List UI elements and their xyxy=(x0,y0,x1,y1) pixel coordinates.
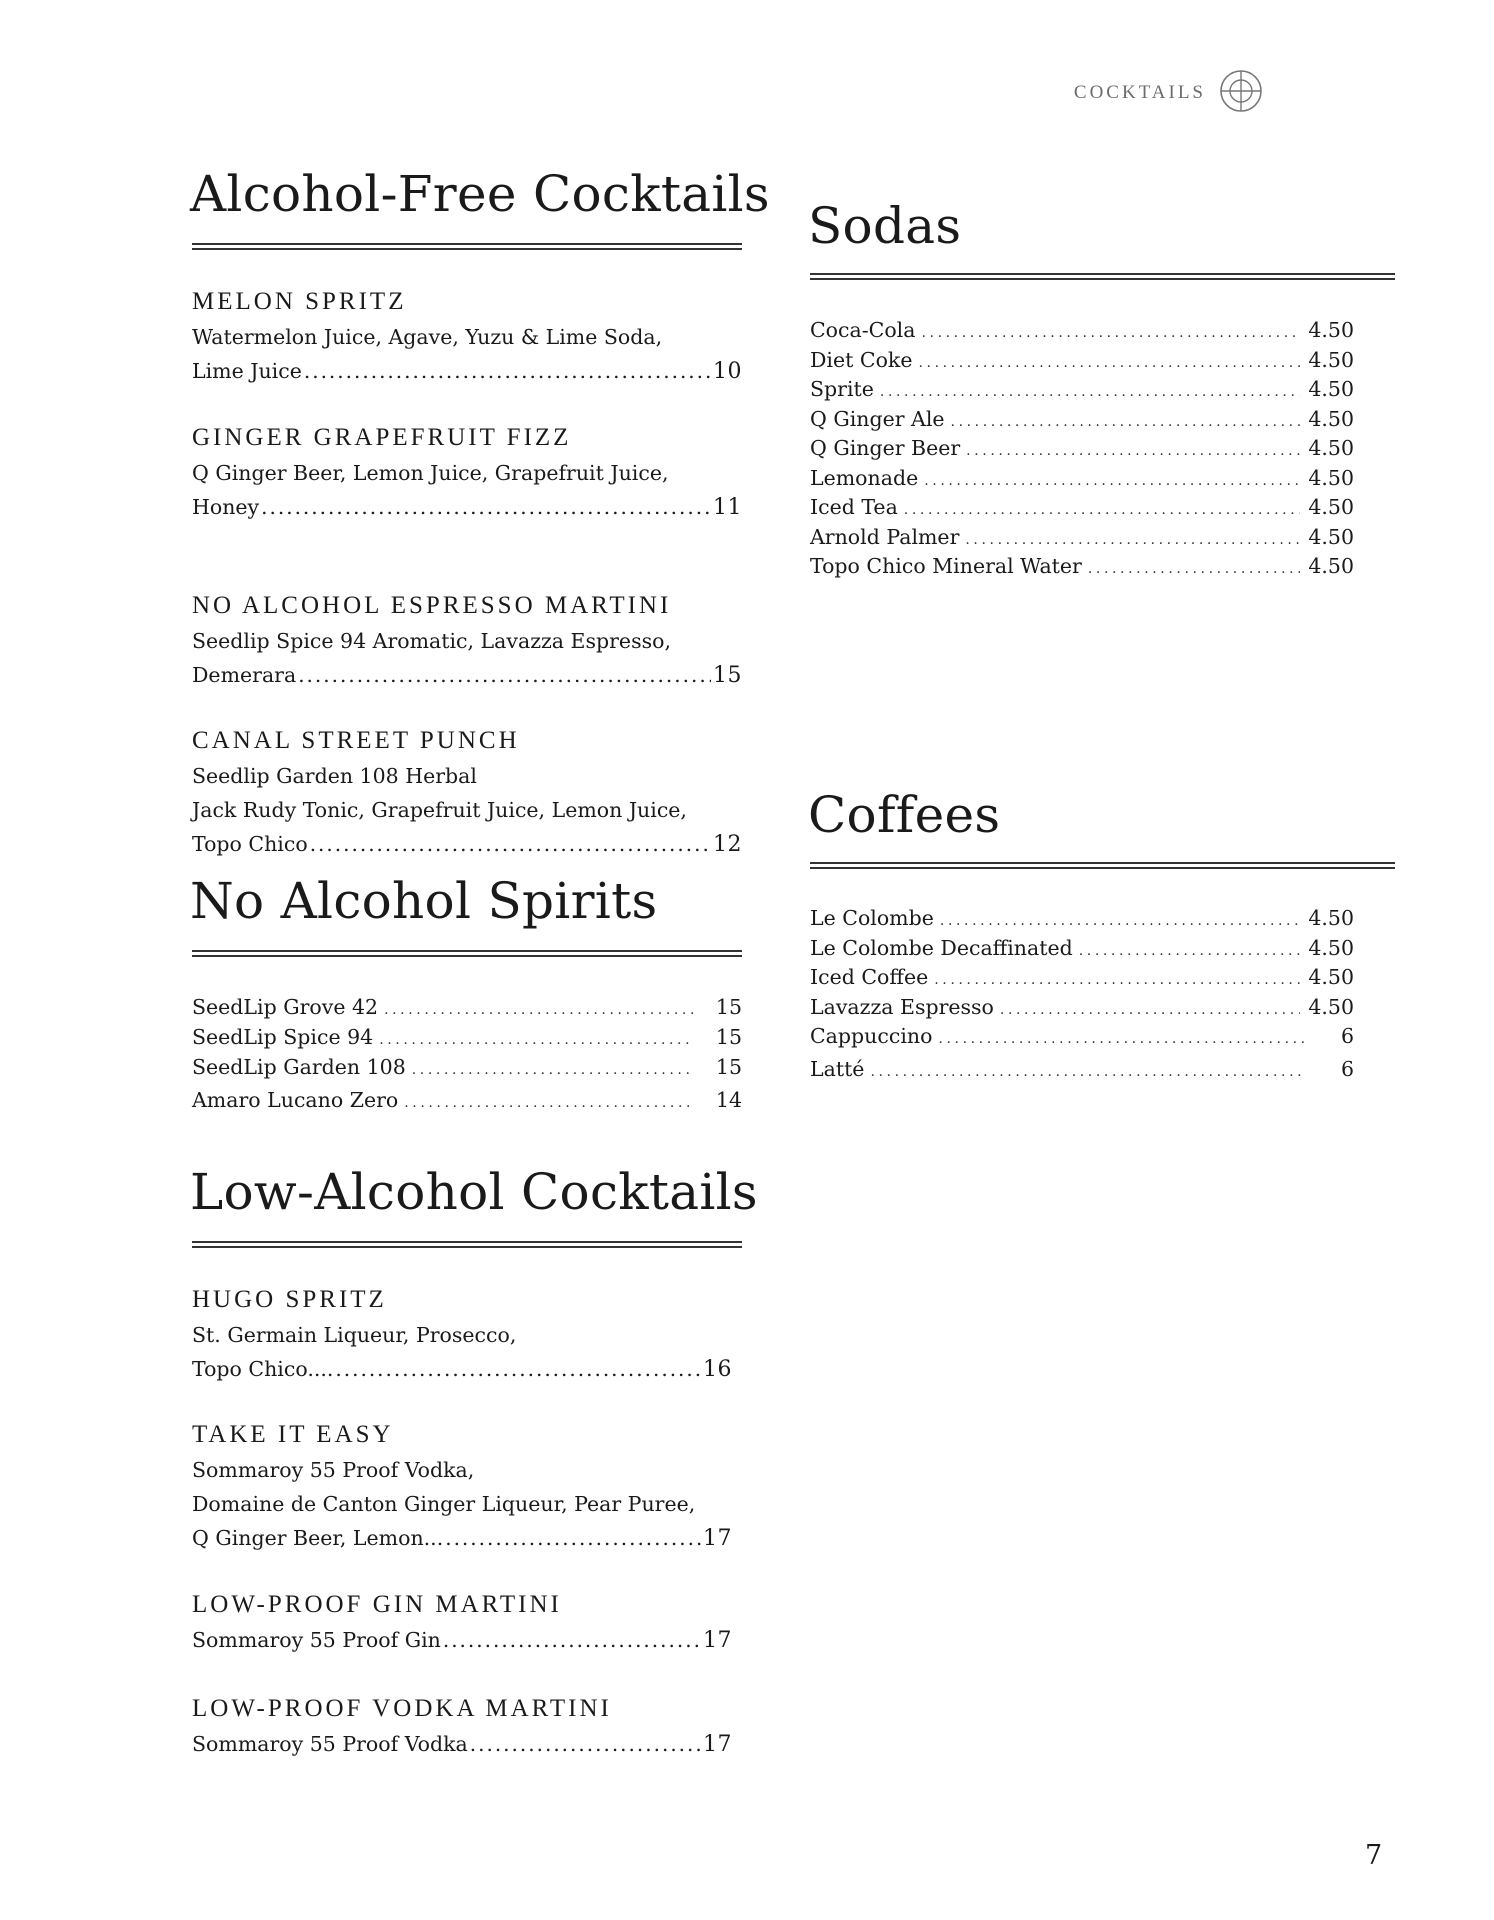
circle-emblem-icon xyxy=(1218,68,1264,114)
dot-leader xyxy=(1079,943,1301,959)
item-price: 4.50 xyxy=(1308,377,1354,401)
item-name: Amaro Lucano Zero xyxy=(192,1088,399,1112)
item-name: Latté xyxy=(810,1057,865,1081)
dot-leader xyxy=(445,1521,701,1555)
item-name: Iced Coffee xyxy=(810,965,929,989)
cocktail-price-line xyxy=(192,1352,732,1387)
cocktail-price: 17 xyxy=(703,1526,732,1551)
cocktail-price-line xyxy=(192,354,742,389)
item-price: 15 xyxy=(715,995,742,1019)
cocktail-ingredients: Seedlip Spice 94 Aromatic, Lavazza Espresso, xyxy=(192,629,671,653)
list-item xyxy=(810,995,1354,1025)
list-item xyxy=(192,1088,742,1118)
cocktail-ingredients: Q Ginger Beer, Lemon Juice, Grapefruit Juice, xyxy=(192,461,669,485)
item-price: 4.50 xyxy=(1308,465,1354,490)
cocktail-name: LOW-PROOF VODKA MARTINI xyxy=(192,1695,612,1722)
no-alcohol-spirits-title: No Alcohol Spirits xyxy=(190,872,658,930)
cocktail-name: LOW-PROOF GIN MARTINI xyxy=(192,1591,562,1618)
list-item xyxy=(192,1055,742,1088)
item-name: Cappuccino xyxy=(810,1024,933,1048)
cocktail-ingredients: Topo Chico xyxy=(192,832,308,856)
cocktail-name: MELON SPRITZ xyxy=(192,288,407,315)
item-name: Q Ginger Beer xyxy=(810,436,961,460)
item-price: 6 xyxy=(1340,1024,1354,1048)
list-item xyxy=(810,466,1354,496)
cocktail-name: GINGER GRAPEFRUIT FIZZ xyxy=(192,424,572,451)
section-divider xyxy=(810,273,1395,280)
cocktail-price: 15 xyxy=(713,663,742,688)
cocktail-ingredients: Domaine de Canton Ginger Liqueur, Pear Puree, xyxy=(192,1492,696,1516)
list-item xyxy=(810,407,1354,437)
section-divider xyxy=(192,243,742,250)
cocktail-ingredients: Watermelon Juice, Agave, Yuzu & Lime Soda, xyxy=(192,325,663,349)
list-item xyxy=(810,318,1354,348)
cocktail-price: 17 xyxy=(703,1732,732,1757)
low-alcohol-title: Low-Alcohol Cocktails xyxy=(190,1163,758,1221)
coffees-list xyxy=(810,906,1354,1087)
dot-leader xyxy=(965,532,1300,548)
dot-leader xyxy=(298,658,711,692)
cocktail-ingredients: Lime Juice xyxy=(192,359,302,383)
dot-leader xyxy=(304,354,711,388)
dot-leader xyxy=(966,443,1300,459)
dot-leader xyxy=(938,1031,1306,1047)
cocktail-ingredients: Sommaroy 55 Proof Vodka xyxy=(192,1732,468,1756)
coffees-title: Coffees xyxy=(808,786,1001,844)
page-header xyxy=(1050,62,1270,122)
cocktail-name: CANAL STREET PUNCH xyxy=(192,727,520,754)
sodas-title: Sodas xyxy=(808,197,962,255)
cocktail-item xyxy=(192,1591,742,1658)
cocktail-name: NO ALCOHOL ESPRESSO MARTINI xyxy=(192,592,672,619)
dot-leader xyxy=(310,827,711,861)
list-item xyxy=(192,995,742,1025)
item-name: Q Ginger Ale xyxy=(810,406,945,431)
cocktail-price-line xyxy=(192,658,742,693)
item-name: Le Colombe xyxy=(810,906,934,930)
list-item xyxy=(810,1057,1354,1087)
dot-leader xyxy=(921,325,1300,341)
cocktail-item xyxy=(192,424,742,525)
item-price: 15 xyxy=(715,1055,742,1079)
dot-leader xyxy=(335,1352,701,1386)
item-price: 4.50 xyxy=(1308,436,1354,460)
dot-leader xyxy=(904,502,1301,518)
dot-leader xyxy=(443,1623,701,1657)
cocktail-ingredients: Q Ginger Beer, Lemon... xyxy=(192,1526,444,1550)
cocktail-ingredients: Honey xyxy=(192,495,260,519)
item-price: 4.50 xyxy=(1308,347,1354,372)
item-price: 14 xyxy=(715,1088,742,1112)
cocktail-name: HUGO SPRITZ xyxy=(192,1286,387,1313)
item-price: 4.50 xyxy=(1308,318,1354,342)
cocktail-item xyxy=(192,1421,742,1556)
cocktail-item xyxy=(192,592,742,693)
item-price: 4.50 xyxy=(1308,554,1354,578)
dot-leader xyxy=(412,1062,694,1078)
section-label: COCKTAILS xyxy=(1073,82,1206,103)
section-divider xyxy=(810,862,1395,869)
item-price: 4.50 xyxy=(1308,495,1354,519)
cocktail-price: 10 xyxy=(713,359,742,384)
cocktail-price: 11 xyxy=(713,495,742,520)
cocktail-ingredients: Jack Rudy Tonic, Grapefruit Juice, Lemon Juice, xyxy=(192,798,687,822)
list-item xyxy=(810,1024,1354,1057)
sodas-list xyxy=(810,318,1354,584)
dot-leader xyxy=(918,355,1300,371)
cocktail-ingredients: Seedlip Garden 108 Herbal xyxy=(192,764,477,788)
item-name: Lavazza Espresso xyxy=(810,994,994,1019)
item-price: 4.50 xyxy=(1308,524,1354,549)
item-name: Sprite xyxy=(810,377,874,401)
item-price: 4.50 xyxy=(1308,906,1354,930)
list-item xyxy=(810,377,1354,407)
item-price: 6 xyxy=(1340,1057,1354,1081)
dot-leader xyxy=(1088,561,1300,577)
item-name: Arnold Palmer xyxy=(810,524,960,549)
cocktail-ingredients: Sommaroy 55 Proof Vodka, xyxy=(192,1458,475,1482)
cocktail-price-line xyxy=(192,827,742,862)
item-name: Iced Tea xyxy=(810,495,898,519)
item-name: SeedLip Grove 42 xyxy=(192,995,379,1019)
dot-leader xyxy=(924,473,1300,489)
dot-leader xyxy=(404,1095,694,1111)
cocktail-ingredients: Topo Chico.... xyxy=(192,1357,334,1381)
dot-leader xyxy=(951,414,1301,430)
list-item xyxy=(192,1025,742,1055)
list-item xyxy=(810,525,1354,555)
cocktail-ingredients: Demerara xyxy=(192,663,297,687)
cocktail-price-line xyxy=(192,1521,732,1556)
alcohol-free-title: Alcohol-Free Cocktails xyxy=(190,165,770,223)
list-item xyxy=(810,495,1354,525)
cocktail-item xyxy=(192,1286,742,1387)
item-price: 15 xyxy=(715,1025,742,1049)
cocktail-price: 16 xyxy=(703,1357,732,1382)
item-price: 4.50 xyxy=(1308,406,1354,431)
dot-leader xyxy=(940,913,1300,929)
list-item xyxy=(810,554,1354,584)
item-name: Topo Chico Mineral Water xyxy=(810,554,1082,578)
item-name: SeedLip Garden 108 xyxy=(192,1055,406,1079)
cocktail-price-line xyxy=(192,490,742,525)
dot-leader xyxy=(1000,1002,1300,1018)
list-item xyxy=(810,936,1354,966)
cocktail-price: 12 xyxy=(713,832,742,857)
item-price: 4.50 xyxy=(1308,994,1354,1019)
list-item xyxy=(810,348,1354,378)
item-name: Diet Coke xyxy=(810,347,913,372)
cocktail-item xyxy=(192,288,742,389)
cocktail-item xyxy=(192,1695,742,1762)
dot-leader xyxy=(470,1727,701,1761)
item-name: Coca-Cola xyxy=(810,318,916,342)
page-number: 7 xyxy=(1365,1840,1383,1871)
cocktail-price: 17 xyxy=(703,1628,732,1653)
section-divider xyxy=(192,950,742,957)
item-name: SeedLip Spice 94 xyxy=(192,1025,374,1049)
item-name: Le Colombe Decaffinated xyxy=(810,935,1073,960)
dot-leader xyxy=(934,972,1300,988)
cocktail-ingredients: Sommaroy 55 Proof Gin xyxy=(192,1628,441,1652)
cocktail-price-line xyxy=(192,1727,732,1762)
list-item xyxy=(810,436,1354,466)
spirits-list xyxy=(192,995,742,1118)
dot-leader xyxy=(870,1064,1306,1080)
cocktail-ingredients: St. Germain Liqueur, Prosecco, xyxy=(192,1323,517,1347)
cocktail-item xyxy=(192,727,742,862)
item-name: Lemonade xyxy=(810,465,919,490)
dot-leader xyxy=(261,490,711,524)
item-price: 4.50 xyxy=(1308,965,1354,989)
item-price: 4.50 xyxy=(1308,935,1354,960)
dot-leader xyxy=(379,1032,694,1048)
cocktail-price-line xyxy=(192,1623,732,1658)
cocktail-name: TAKE IT EASY xyxy=(192,1421,394,1448)
dot-leader xyxy=(384,1002,694,1018)
dot-leader xyxy=(880,384,1300,400)
list-item xyxy=(810,906,1354,936)
list-item xyxy=(810,965,1354,995)
section-divider xyxy=(192,1241,742,1248)
